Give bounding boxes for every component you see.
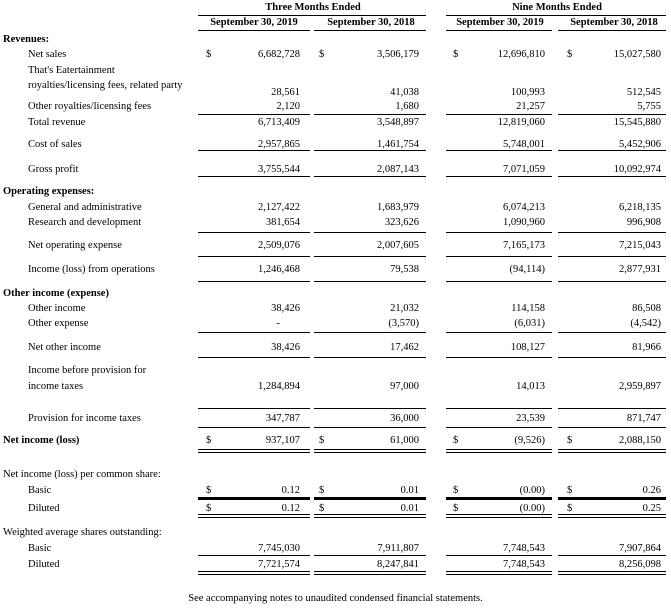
currency-symbol: $ [319, 49, 325, 60]
currency-symbol: $ [453, 485, 459, 496]
cell-value: 100,993 [510, 87, 545, 98]
cell-value: 97,000 [390, 381, 419, 392]
cell-value: 38,426 [271, 342, 300, 353]
cell-value: 2,120 [276, 101, 300, 112]
row-label: Net other income [28, 342, 101, 353]
currency-symbol: $ [319, 435, 325, 446]
cell-value: 7,721,574 [258, 559, 300, 570]
cell-value: 0.12 [281, 485, 300, 496]
currency-symbol: $ [567, 485, 573, 496]
row-label: income taxes [28, 381, 84, 392]
row-label: General and administrative [28, 202, 142, 213]
row-label: Net operating expense [28, 240, 122, 251]
cell-value: 5,452,906 [619, 139, 661, 150]
cell-value: 21,257 [516, 101, 545, 112]
cell-value: 1,683,979 [377, 202, 419, 213]
cell-value: 2,509,076 [258, 240, 300, 251]
cell-value: 2,087,143 [377, 164, 419, 175]
row-label: Weighted average shares outstanding: [3, 527, 162, 538]
cell-value: 7,071,059 [503, 164, 545, 175]
currency-symbol: $ [453, 435, 459, 446]
row-label: Cost of sales [28, 139, 82, 150]
cell-value: 14,013 [516, 381, 545, 392]
cell-value: 3,755,544 [258, 164, 300, 175]
cell-value: (94,114) [509, 264, 545, 275]
cell-value: 114,158 [511, 303, 545, 314]
cell-value: 381,654 [265, 217, 300, 228]
cell-value: 5,748,001 [503, 139, 545, 150]
cell-value: 6,218,135 [619, 202, 661, 213]
col-header-4: September 30, 2018 [570, 17, 658, 28]
cell-value: 10,092,974 [613, 164, 661, 175]
cell-value: 7,748,543 [503, 543, 545, 554]
row-label: Basic [28, 485, 52, 496]
currency-symbol: $ [206, 49, 212, 60]
cell-value: 41,038 [390, 87, 419, 98]
cell-value: (0.00) [519, 485, 545, 496]
col-header-3: September 30, 2019 [456, 17, 544, 28]
currency-symbol: $ [206, 485, 212, 496]
cell-value: 7,911,807 [377, 543, 419, 554]
col-header-2: September 30, 2018 [327, 17, 415, 28]
row-label: Research and development [28, 217, 142, 228]
cell-value: 3,548,897 [377, 117, 419, 128]
cell-value: 2,957,865 [258, 139, 300, 150]
cell-value: 8,256,098 [619, 559, 661, 570]
nine-months-heading: Nine Months Ended [512, 2, 602, 13]
cell-value: 1,461,754 [377, 139, 419, 150]
cell-value: 2,007,605 [377, 240, 419, 251]
row-label: Income before provision for [28, 365, 147, 376]
cell-value: 1,246,468 [258, 264, 300, 275]
cell-value: 7,907,864 [619, 543, 661, 554]
cell-value: 512,545 [626, 87, 661, 98]
cell-value: 996,908 [626, 217, 661, 228]
row-label: Diluted [28, 559, 60, 570]
cell-value: (9,526) [514, 435, 545, 446]
row-label: Gross profit [28, 164, 79, 175]
cell-value: 2,088,150 [619, 435, 661, 446]
cell-value: 23,539 [516, 413, 545, 424]
cell-value: 6,682,728 [258, 49, 300, 60]
cell-value: 28,561 [271, 87, 300, 98]
cell-value: 0.01 [400, 503, 419, 514]
cell-value: 15,545,880 [613, 117, 661, 128]
cell-value: 6,713,409 [258, 117, 300, 128]
cell-value: 0.12 [281, 503, 300, 514]
cell-value: 12,819,060 [497, 117, 545, 128]
cell-value: 12,696,810 [497, 49, 545, 60]
row-label: Diluted [28, 503, 60, 514]
currency-symbol: $ [453, 503, 459, 514]
cell-value: 81,966 [632, 342, 661, 353]
cell-value: 2,877,931 [619, 264, 661, 275]
cell-value: 0.25 [642, 503, 661, 514]
footer-note: See accompanying notes to unaudited condensed financial statements. [188, 593, 483, 604]
cell-value: 79,538 [390, 264, 419, 275]
cell-value: 3,506,179 [377, 49, 419, 60]
row-label: Total revenue [28, 117, 86, 128]
cell-value: 347,787 [265, 413, 300, 424]
cell-value: 15,027,580 [613, 49, 661, 60]
currency-symbol: $ [319, 503, 325, 514]
currency-symbol: $ [206, 435, 212, 446]
row-label: Other income [28, 303, 86, 314]
cell-value: 1,284,894 [258, 381, 300, 392]
cell-value: 937,107 [265, 435, 300, 446]
row-label: Basic [28, 543, 52, 554]
row-label: Income (loss) from operations [28, 264, 155, 275]
currency-symbol: $ [453, 49, 459, 60]
row-label: Provision for income taxes [28, 413, 141, 424]
cell-value: 871,747 [626, 413, 661, 424]
cell-value: 1,090,960 [503, 217, 545, 228]
cell-value: 7,745,030 [258, 543, 300, 554]
cell-value: 7,165,173 [503, 240, 545, 251]
row-label: That's Eatertainment [28, 65, 115, 76]
cell-value: 17,462 [390, 342, 419, 353]
cell-value: 36,000 [390, 413, 419, 424]
row-label: Net income (loss) [3, 435, 80, 446]
cell-value: 2,959,897 [619, 381, 661, 392]
cell-value: 7,748,543 [503, 559, 545, 570]
row-label: Operating expenses: [3, 186, 95, 197]
cell-value: (6,031) [514, 318, 545, 329]
currency-symbol: $ [567, 435, 573, 446]
cell-value: 8,247,841 [377, 559, 419, 570]
cell-value: 38,426 [271, 303, 300, 314]
three-months-heading: Three Months Ended [265, 2, 361, 13]
cell-value: 21,032 [390, 303, 419, 314]
row-label: Net income (loss) per common share: [3, 469, 161, 480]
currency-symbol: $ [567, 503, 573, 514]
row-label: Other expense [28, 318, 89, 329]
cell-value: - [276, 318, 280, 329]
cell-value: 323,626 [384, 217, 419, 228]
cell-value: 7,215,043 [619, 240, 661, 251]
row-label: Other royalties/licensing fees [28, 101, 152, 112]
currency-symbol: $ [567, 49, 573, 60]
cell-value: 86,508 [632, 303, 661, 314]
cell-value: 0.01 [400, 485, 419, 496]
currency-symbol: $ [206, 503, 212, 514]
cell-value: 5,755 [637, 101, 661, 112]
cell-value: 1,680 [395, 101, 419, 112]
row-label: royalties/licensing fees, related party [28, 80, 183, 91]
row-label: Other income (expense) [3, 288, 109, 299]
cell-value: 2,127,422 [258, 202, 300, 213]
cell-value: 0.26 [642, 485, 661, 496]
col-header-1: September 30, 2019 [210, 17, 298, 28]
currency-symbol: $ [319, 485, 325, 496]
cell-value: (4,542) [630, 318, 661, 329]
cell-value: 108,127 [510, 342, 545, 353]
cell-value: 61,000 [390, 435, 419, 446]
cell-value: (0.00) [519, 503, 545, 514]
cell-value: (3,570) [388, 318, 419, 329]
row-label: Revenues: [3, 34, 50, 45]
row-label: Net sales [28, 49, 67, 60]
cell-value: 6,074,213 [503, 202, 545, 213]
